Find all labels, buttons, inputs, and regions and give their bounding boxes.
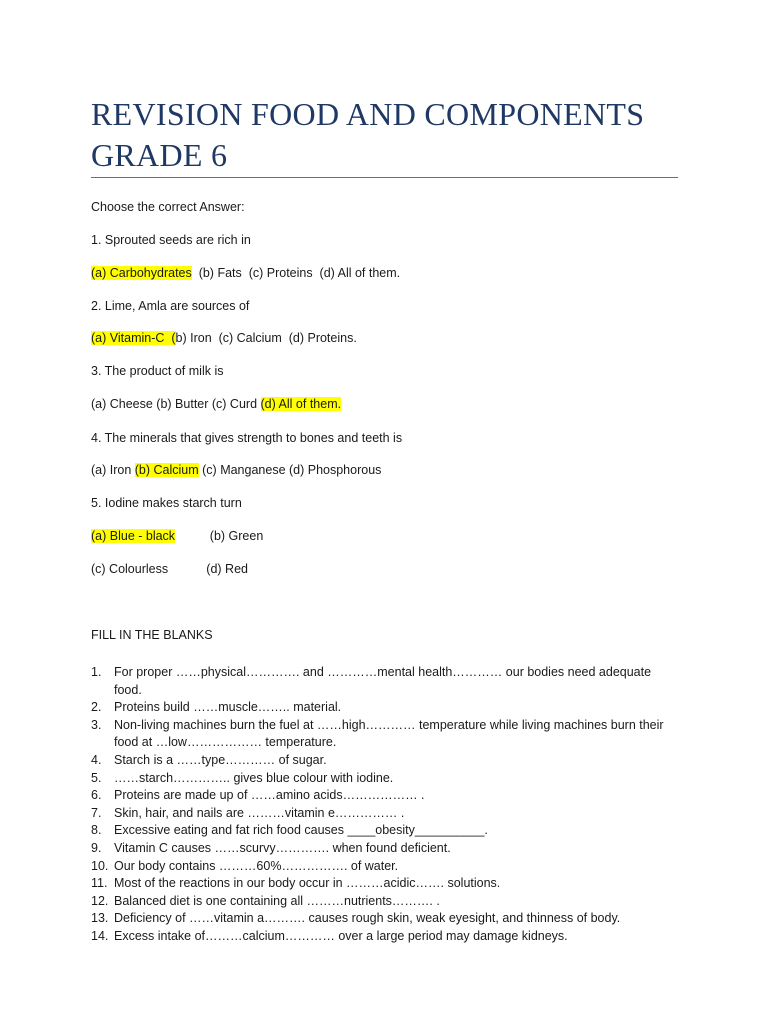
list-item (91, 699, 671, 717)
question-1: 1. Sprouted seeds are rich in (91, 233, 251, 247)
item-text: Vitamin C causes ……scurvy…………. when found deficient. (114, 840, 451, 855)
answer-options-5 (91, 528, 263, 544)
question-2: 2. Lime, Amla are sources of (91, 299, 250, 313)
item-number: 4. (91, 752, 102, 767)
item-text: Excess intake of………calcium………… over a large period may damage kidneys. (114, 928, 568, 943)
list-item (91, 875, 671, 893)
item-number: 1. (91, 665, 102, 679)
item-number: 13. (91, 911, 109, 926)
list-item (91, 858, 671, 876)
answer-option-text: (a) Cheese (b) Butter (c) Curd (91, 397, 261, 411)
item-number: 7. (91, 805, 102, 820)
item-number: 8. (91, 823, 102, 838)
correct-answer-highlight: (a) Blue - black (91, 529, 176, 543)
list-item (91, 910, 671, 928)
item-number: 6. (91, 788, 102, 803)
list-item (91, 893, 671, 911)
list-item (91, 664, 671, 699)
item-number: 14. (91, 928, 109, 943)
answer-options-5-line-2: (c) Colourless (d) Red (91, 562, 248, 576)
item-text: Proteins are made up of ……amino acids……………… . (114, 788, 425, 803)
title-line-1: REVISION FOOD AND COMPONENTS (91, 96, 645, 132)
item-text: Most of the reactions in our body occur in ………acidic……. solutions. (114, 876, 501, 891)
list-item (91, 928, 671, 946)
list-item (91, 770, 671, 788)
title-divider (91, 177, 678, 178)
correct-answer-highlight: (a) Vitamin-C ( (91, 331, 176, 345)
correct-answer-highlight: (d) All of them. (260, 397, 342, 411)
page-title (91, 94, 691, 176)
item-number: 9. (91, 840, 102, 855)
correct-answer-highlight: (b) Calcium (134, 463, 199, 477)
list-item (91, 787, 671, 805)
list-item (91, 822, 671, 840)
item-text: Starch is a ……type………… of sugar. (114, 752, 327, 767)
item-number: 12. (91, 893, 109, 908)
answer-option-text: (c) Manganese (d) Phosphorous (198, 463, 382, 477)
item-text: For proper ……physical…………. and …………mental health………… our bodies need adequate food. (114, 665, 652, 697)
item-number: 11. (91, 876, 108, 891)
answer-option-text: (a) Iron (91, 463, 135, 477)
section-heading-fill-blanks: FILL IN THE BLANKS (91, 628, 213, 642)
title-line-2: GRADE 6 (91, 137, 228, 173)
item-text: ……starch………….. gives blue colour with iodine. (114, 770, 394, 785)
answer-option-text: (b) Green (175, 529, 264, 543)
answer-options-3 (91, 396, 341, 412)
list-item (91, 752, 671, 770)
fill-in-blanks-list (91, 664, 671, 946)
question-3: 3. The product of milk is (91, 364, 224, 378)
question-4: 4. The minerals that gives strength to bones and teeth is (91, 431, 403, 445)
answer-option-text: (b) Fats (c) Proteins (d) All of them. (191, 266, 401, 280)
question-5: 5. Iodine makes starch turn (91, 496, 242, 510)
answer-options-4 (91, 462, 381, 478)
item-text: Deficiency of ……vitamin a………. causes rough skin, weak eyesight, and thinness of body. (114, 911, 621, 926)
item-text: Proteins build ……muscle…….. material. (114, 700, 342, 715)
item-text: Excessive eating and fat rich food causes ____obesity__________. (114, 823, 488, 838)
instruction-text: Choose the correct Answer: (91, 200, 245, 214)
item-number: 2. (91, 700, 102, 715)
item-text: Skin, hair, and nails are ………vitamin e…………… . (114, 805, 405, 820)
answer-options-1 (91, 265, 400, 281)
answer-options-2 (91, 330, 357, 346)
answer-option-text: b) Iron (c) Calcium (d) Proteins. (175, 331, 357, 345)
item-text: Our body contains ………60%……………. of water. (114, 858, 399, 873)
item-text: Non-living machines burn the fuel at ……high………… temperature while living machines burn their food at …low……………… temperature. (114, 717, 664, 750)
item-text: Balanced diet is one containing all ………nutrients………. . (114, 893, 440, 908)
list-item (91, 805, 671, 823)
item-number: 5. (91, 770, 102, 785)
list-item (91, 840, 671, 858)
correct-answer-highlight: (a) Carbohydrates (91, 266, 192, 280)
item-number: 3. (91, 717, 102, 732)
item-number: 10. (91, 858, 109, 873)
list-item (91, 717, 671, 752)
